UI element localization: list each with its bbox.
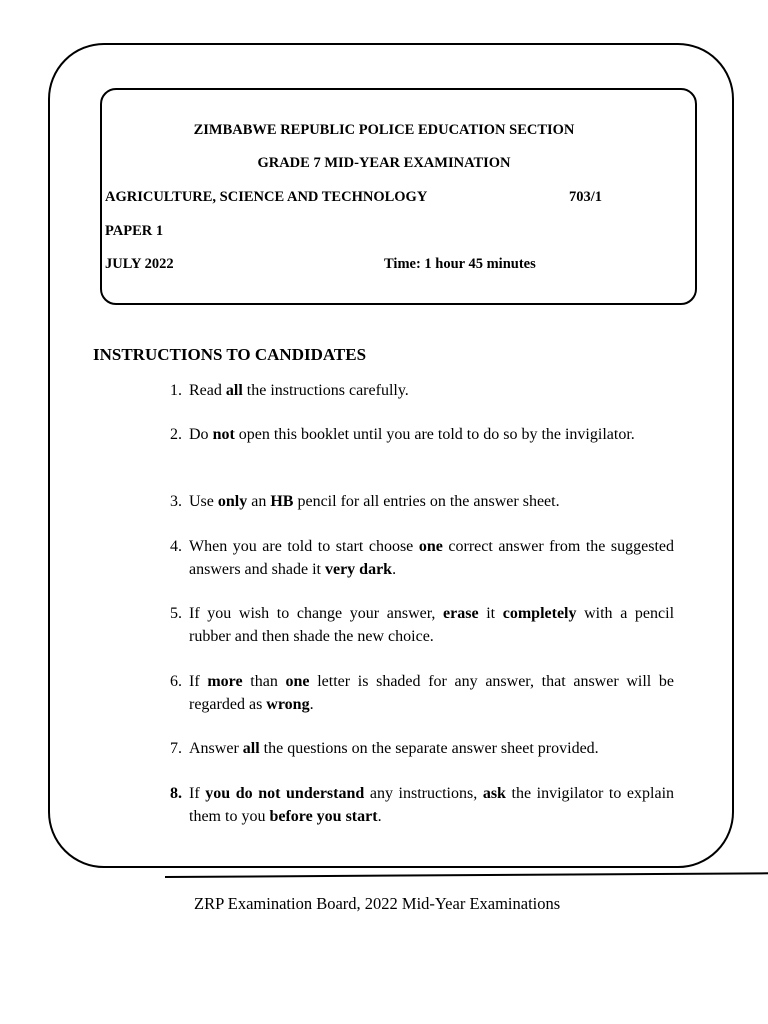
- item-text: When you are told to start choose one correct answer from the suggested answers and shade it very dark.: [189, 538, 675, 578]
- item-text: If you wish to change your answer, erase it completely with a pencil rubber and then shade the new choice.: [189, 605, 675, 645]
- footer-rule: [165, 872, 768, 878]
- item-number: 6.: [170, 673, 182, 690]
- exam-duration: Time: 1 hour 45 minutes: [384, 256, 536, 272]
- item-text: Answer all the questions on the separate answer sheet provided.: [189, 740, 599, 757]
- item-number: 4.: [170, 538, 182, 555]
- item-text: Read all the instructions carefully.: [189, 382, 409, 399]
- item-text: Do not open this booklet until you are told to do so by the invigilator.: [189, 426, 635, 443]
- exam-title: GRADE 7 MID-YEAR EXAMINATION: [257, 155, 511, 171]
- item-text: If you do not understand any instructions, ask the invigilator to explain them to you before you start.: [189, 785, 675, 825]
- item-number: 1.: [170, 382, 182, 399]
- paper-number: PAPER 1: [105, 223, 164, 239]
- item-number: 3.: [170, 493, 182, 510]
- item-number: 8.: [170, 785, 182, 802]
- subject-name: AGRICULTURE, SCIENCE AND TECHNOLOGY: [105, 189, 428, 205]
- item-number: 7.: [170, 740, 182, 757]
- item-text: Use only an HB pencil for all entries on the answer sheet.: [189, 493, 560, 510]
- organization-name: ZIMBABWE REPUBLIC POLICE EDUCATION SECTION: [193, 122, 575, 138]
- exam-date: JULY 2022: [105, 256, 174, 272]
- instructions-heading: INSTRUCTIONS TO CANDIDATES: [93, 345, 367, 364]
- paper-code: 703/1: [569, 189, 603, 205]
- item-number: 2.: [170, 426, 182, 443]
- item-number: 5.: [170, 605, 182, 622]
- item-text: If more than one letter is shaded for any answer, that answer will be regarded as wrong.: [189, 673, 675, 713]
- footer-text: ZRP Examination Board, 2022 Mid-Year Examinations: [194, 894, 561, 913]
